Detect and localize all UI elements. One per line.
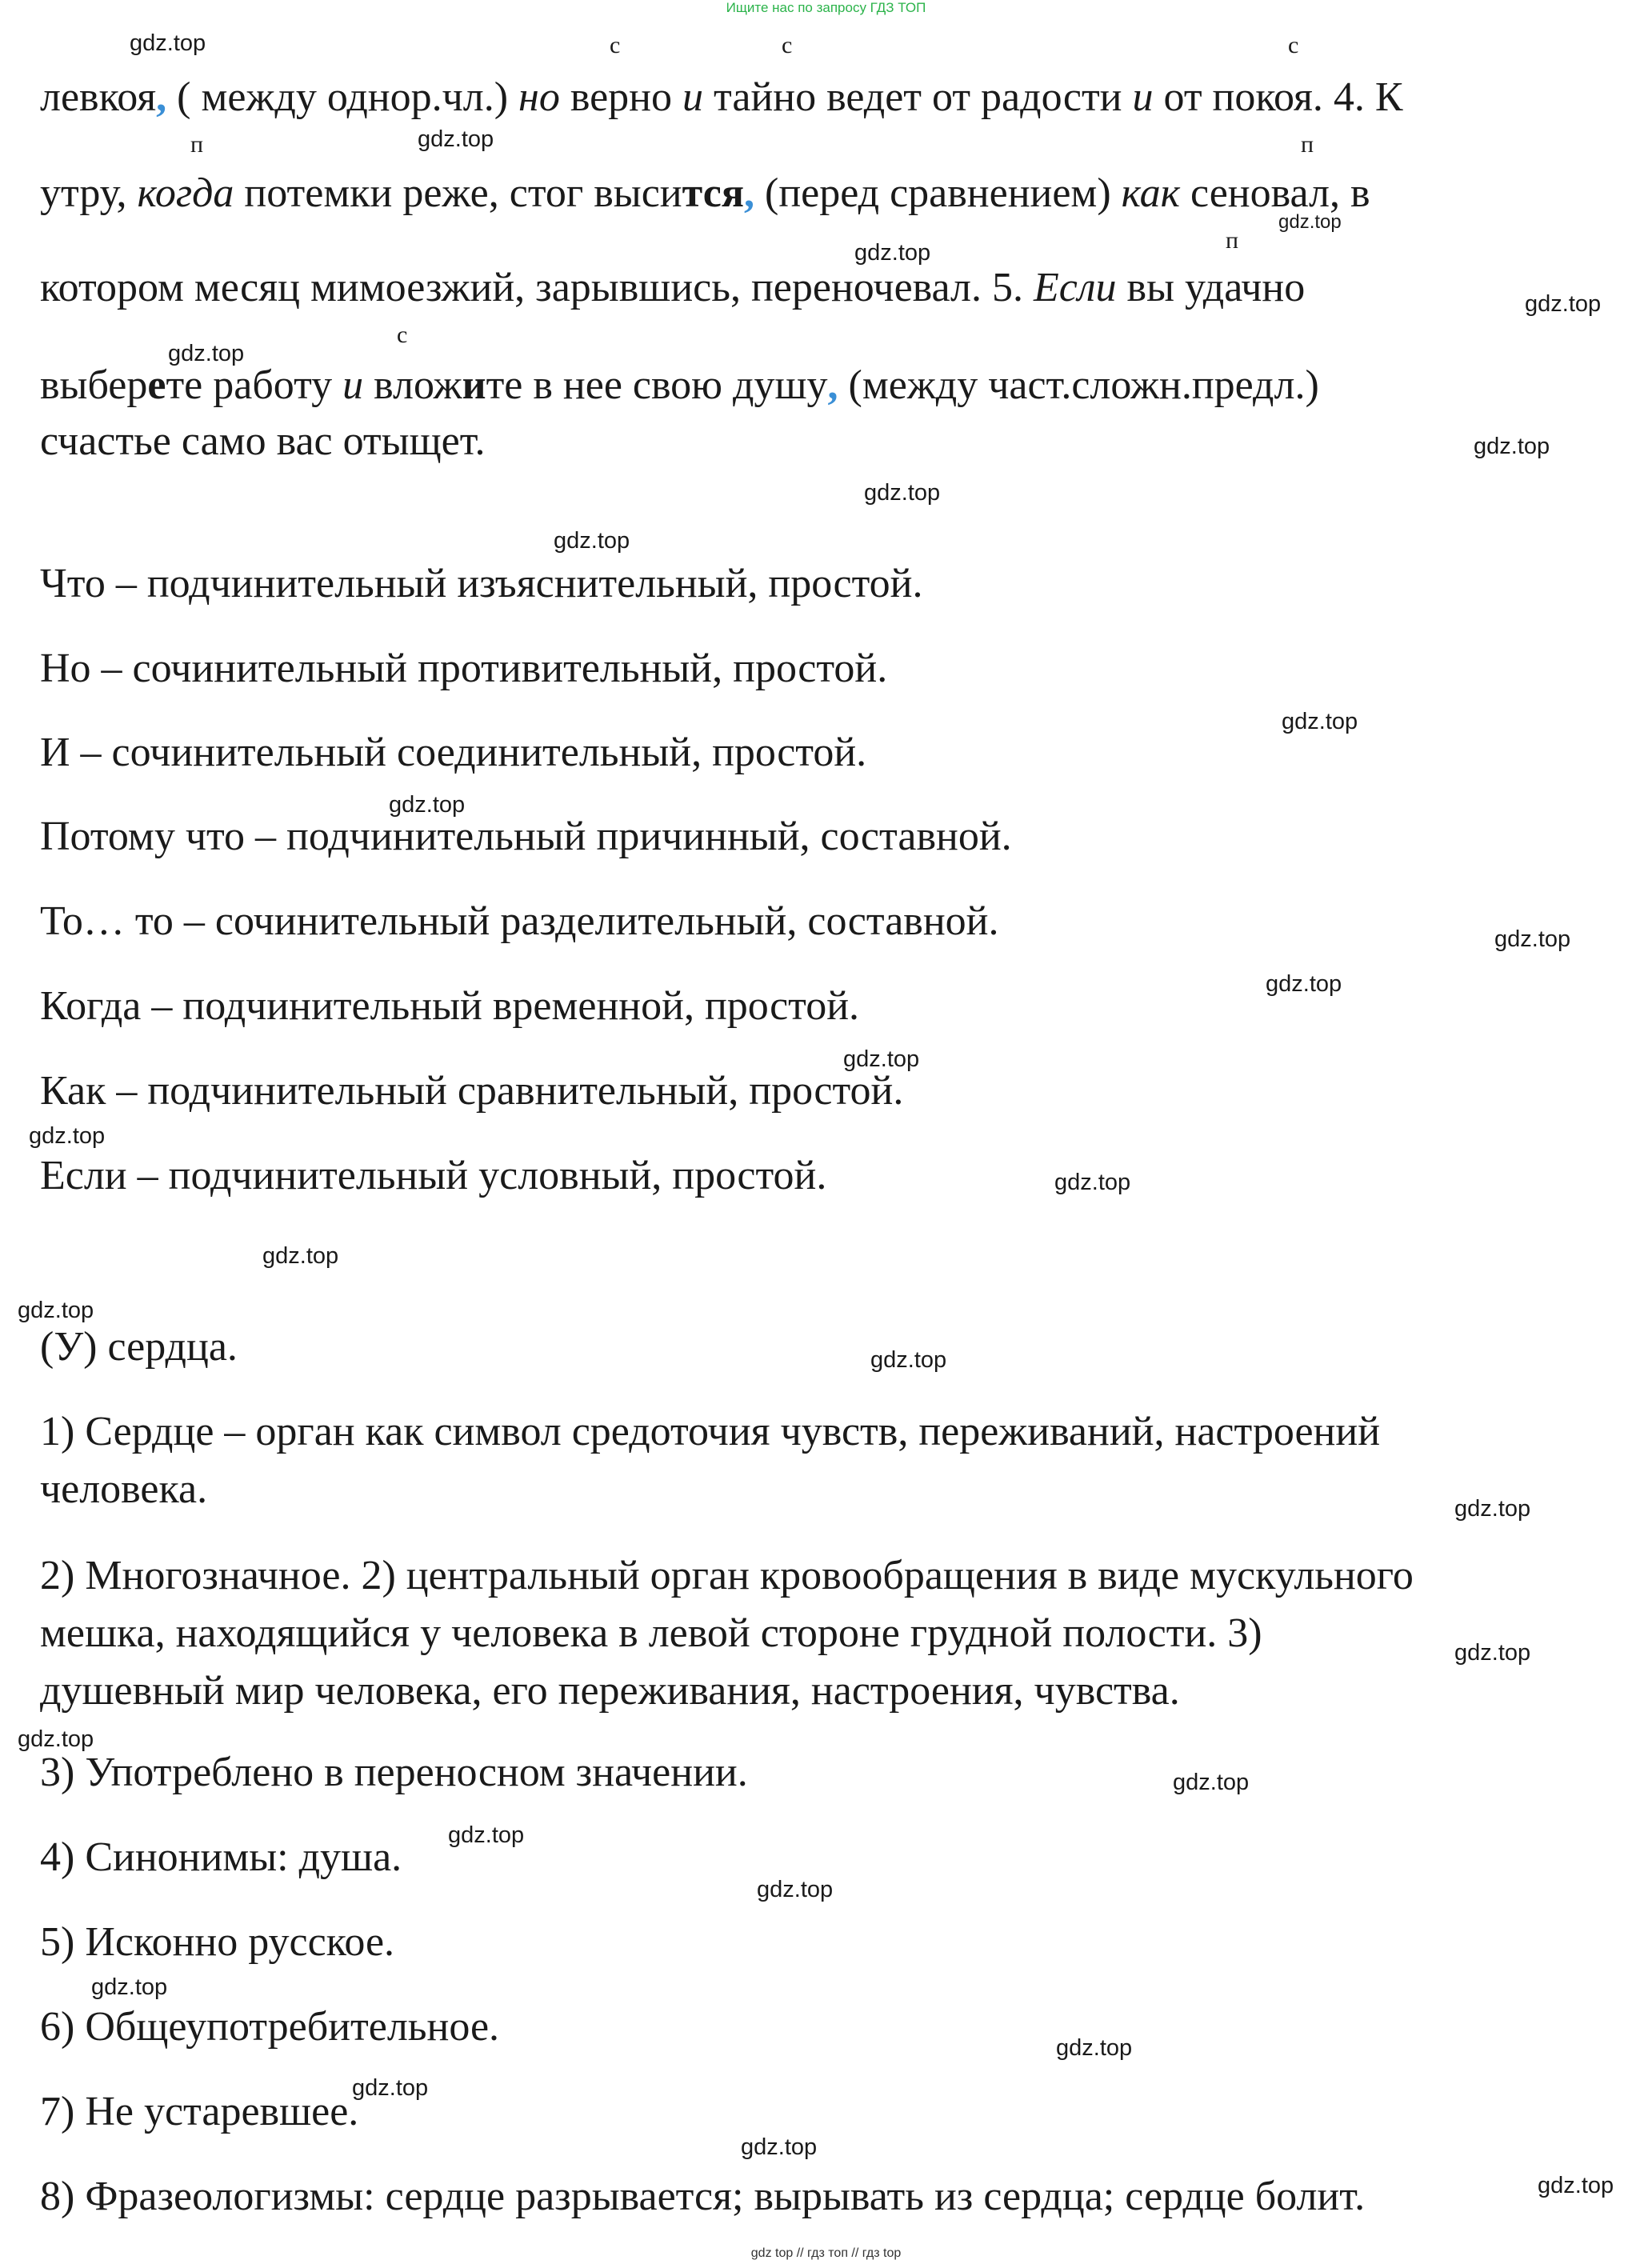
watermark: gdz.top (130, 30, 206, 56)
conj-mark-s: с (610, 32, 621, 58)
watermark: gdz.top (262, 1243, 339, 1269)
conjunction-item: Потому что – подчинительный причинный, составной. (40, 814, 1012, 859)
watermark: gdz.top (854, 240, 931, 266)
analysis-item: 7) Не устаревшее. (40, 2089, 359, 2134)
watermark: gdz.top (1538, 2173, 1614, 2198)
conjunction-item: Когда – подчинительный временной, простой. (40, 983, 860, 1029)
sentence-line-1: левкоя, ( между однор.чл.) но верно и тайно ведет от радости и от покоя. 4. К (40, 74, 1403, 120)
conjunction-item: Но – сочинительный противительный, простой. (40, 646, 888, 691)
sentence-line-5: счастье само вас отыщет. (40, 418, 486, 464)
conjunction-item: И – сочинительный соединительный, простой. (40, 730, 867, 775)
analysis-item: 3) Употреблено в переносном значении. (40, 1750, 748, 1795)
analysis-heading: (У) сердца. (40, 1324, 238, 1370)
watermark: gdz.top (843, 1046, 920, 1072)
watermark: gdz.top (870, 1347, 947, 1373)
conj-mark-s: с (782, 32, 793, 58)
watermark: gdz.top (418, 126, 494, 152)
footer-watermark: gdz top // гдз топ // гдз top (750, 2246, 902, 2260)
sentence-line-4: выберете работу и вложите в нее свою душу, (между част.сложн.предл.) (40, 362, 1319, 408)
sentence-line-3: котором месяц мимоезжий, зарывшись, переночевал. 5. Если вы удачно (40, 265, 1306, 310)
watermark: gdz.top (1494, 926, 1571, 952)
watermark: gdz.top (1454, 1640, 1531, 1666)
watermark: gdz.top (91, 1974, 168, 2000)
conj-mark-s: с (397, 322, 408, 348)
watermark: gdz.top (18, 1298, 94, 1323)
conj-mark-p: п (190, 131, 204, 158)
analysis-p1-line: человека. (40, 1466, 208, 1512)
watermark: gdz.top (757, 1877, 834, 1902)
watermark: gdz.top (864, 480, 941, 506)
analysis-p2-line: мешка, находящийся у человека в левой стороне грудной полости. 3) (40, 1610, 1262, 1656)
watermark: gdz.top (18, 1726, 94, 1752)
watermark: gdz.top (1056, 2035, 1133, 2061)
watermark: gdz.top (1278, 211, 1342, 233)
sentence-line-2: утру, когда потемки реже, стог высится, (перед сравнением) как сеновал, в (40, 170, 1370, 216)
analysis-item: 5) Исконно русское. (40, 1919, 395, 1965)
watermark: gdz.top (1474, 434, 1550, 459)
conjunction-item: Если – подчинительный условный, простой. (40, 1153, 827, 1198)
watermark: gdz.top (1054, 1170, 1131, 1195)
watermark: gdz.top (1173, 1770, 1250, 1795)
conjunction-item: Что – подчинительный изъяснительный, простой. (40, 561, 923, 606)
watermark: gdz.top (29, 1123, 106, 1149)
watermark: gdz.top (389, 792, 466, 818)
conjunction-item: Как – подчинительный сравнительный, простой. (40, 1068, 904, 1114)
watermark: gdz.top (168, 341, 245, 366)
watermark: gdz.top (1282, 709, 1358, 734)
search-banner: Ищите нас по запросу ГДЗ ТОП (726, 0, 926, 15)
conj-mark-p: п (1226, 227, 1239, 254)
analysis-p1-line: 1) Сердце – орган как символ средоточия чувств, переживаний, настроений (40, 1409, 1381, 1454)
watermark: gdz.top (1525, 291, 1602, 317)
conjunction-item: То… то – сочинительный разделительный, составной. (40, 898, 999, 944)
conj-mark-p: п (1301, 131, 1314, 158)
watermark: gdz.top (554, 528, 630, 554)
analysis-p2-line: 2) Многозначное. 2) центральный орган кровообращения в виде мускульного (40, 1553, 1414, 1598)
watermark: gdz.top (448, 1822, 525, 1848)
watermark: gdz.top (741, 2134, 818, 2160)
conj-mark-s: с (1288, 32, 1299, 58)
analysis-item: 8) Фразеологизмы: сердце разрывается; вырывать из сердца; сердце болит. (40, 2174, 1366, 2219)
watermark: gdz.top (352, 2075, 429, 2101)
watermark: gdz.top (1266, 971, 1342, 997)
watermark: gdz.top (1454, 1496, 1531, 1522)
analysis-item: 6) Общеупотребительное. (40, 2004, 500, 2050)
analysis-p2-line: душевный мир человека, его переживания, настроения, чувства. (40, 1668, 1180, 1714)
analysis-item: 4) Синонимы: душа. (40, 1834, 402, 1880)
